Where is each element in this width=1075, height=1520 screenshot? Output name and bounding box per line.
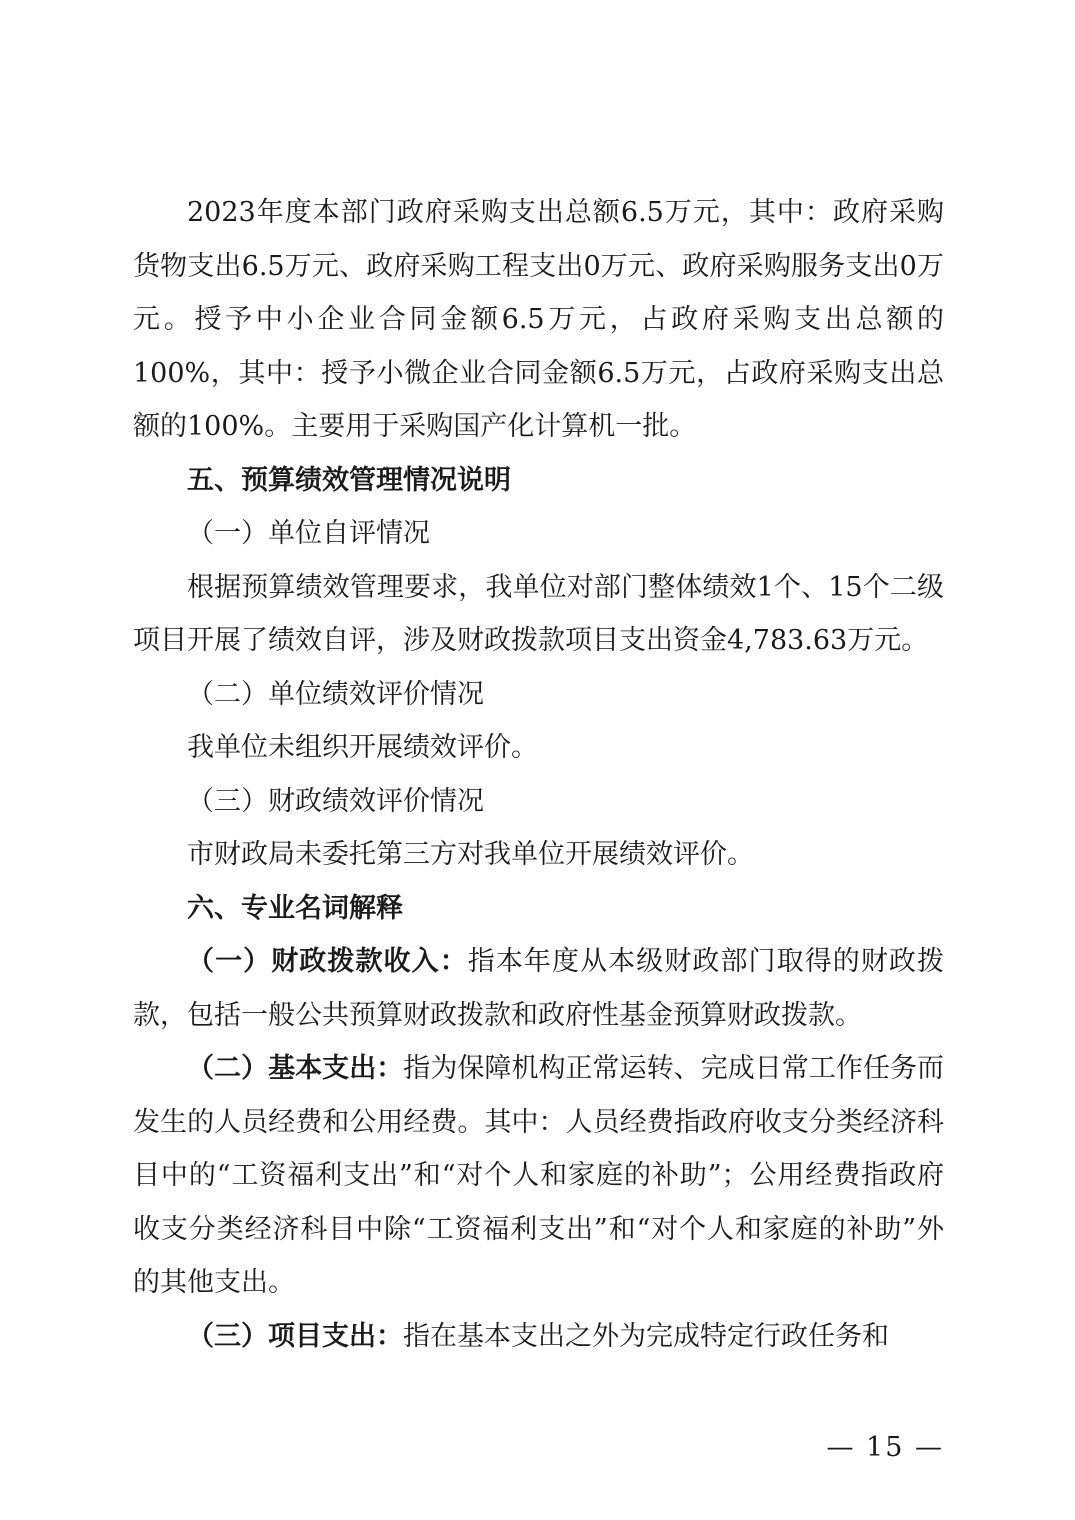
term-1-label: （一）财政拨款收入： xyxy=(187,946,468,977)
term-3-paragraph xyxy=(133,1310,944,1364)
term-1-paragraph xyxy=(133,935,944,1042)
term-3-text: 指在基本支出之外为完成特定行政任务和 xyxy=(403,1320,889,1352)
section-5-heading: 五、预算绩效管理情况说明 xyxy=(187,464,511,496)
self-evaluation-paragraph: 根据预算绩效管理要求，我单位对部门整体绩效1个、15个二级项目开展了绩效自评，涉及财政拨款项目支出资金4,783.63万元。 xyxy=(133,571,944,656)
term-2-label: （二）基本支出： xyxy=(187,1053,404,1084)
document-body xyxy=(133,186,944,1363)
section-6-heading: 六、专业名词解释 xyxy=(187,892,403,924)
procurement-paragraph: 2023年度本部门政府采购支出总额6.5万元，其中：政府采购货物支出6.5万元、政府采购工程支出0万元、政府采购服务支出0万元。授予中小企业合同金额6.5万元，占政府采购支出总额的100%，其中：授予小微企业合同金额6.5万元，占政府采购支出总额的100%。主要用于采购国产化计算机一批。 xyxy=(133,197,944,442)
term-1-text: 指本年度从本级财政部门取得的财政拨款，包括一般公共预算财政拨款和政府性基金预算财政拨款。 xyxy=(133,946,945,1031)
section-5-sub-3-heading: （三）财政绩效评价情况 xyxy=(187,785,484,817)
term-2-text: 指为保障机构正常运转、完成日常工作任务而发生的人员经费和公用经费。其中：人员经费指政府收支分类经济科目中的“工资福利支出”和“对个人和家庭的补助”；公用经费指政府收支分类经济科目中除“工资福利支出”和“对个人和家庭的补助”外的其他支出。 xyxy=(133,1053,944,1298)
section-5-sub-1-heading: （一）单位自评情况 xyxy=(187,518,430,549)
term-2-paragraph xyxy=(133,1042,944,1310)
section-5-sub-2-heading: （二）单位绩效评价情况 xyxy=(187,678,484,710)
finance-evaluation-paragraph: 市财政局未委托第三方对我单位开展绩效评价。 xyxy=(187,839,754,870)
unit-evaluation-paragraph: 我单位未组织开展绩效评价。 xyxy=(187,732,538,763)
term-3-label: （三）项目支出： xyxy=(187,1320,403,1352)
page-number: — 15 — xyxy=(826,1432,944,1463)
